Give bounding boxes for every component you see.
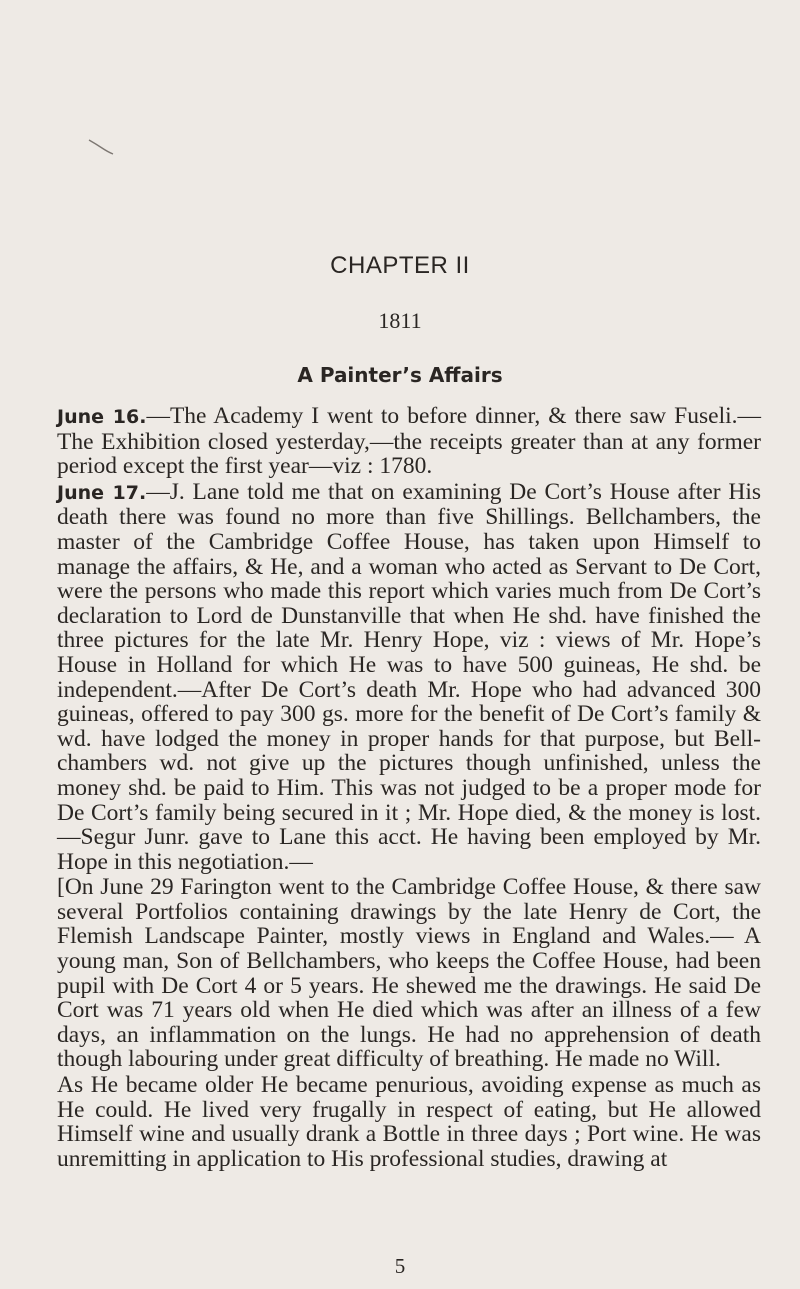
chapter-heading: CHAPTER II bbox=[330, 252, 470, 279]
diary-entry bbox=[57, 404, 761, 479]
chapter-year: 1811 bbox=[378, 308, 422, 333]
entry-date: June 16. bbox=[57, 406, 147, 428]
entry-date: June 17. bbox=[57, 481, 147, 504]
body-text bbox=[57, 404, 761, 1171]
paragraph: As He became older He became penurious, avoiding expense as much as He could. He lived very frugally in respect of eating, but He allowed Himself wine and usually drank a Bottle in three days ; Port wine. He was unremitting in application to His professional studies, drawing at bbox=[57, 1072, 761, 1172]
page-number: 5 bbox=[394, 1254, 406, 1278]
paragraph: [On June 29 Farington went to the Cambridge Coffee House, & there saw several Portfolios containing drawings by the late Henry de Cort, the Flemish Landscape Painter, mostly views in England and Wales.— A young man, Son of Bellchambers, who keeps the Coffee House, had been pupil with De Cort 4 or 5 years. He shewed me the drawings. He said De Cort was 71 years old when He died which was after an illness of a few days, an inflammation on the lungs. He had no apprehension of death though labouring under great difficulty of breathing. He made no Will. bbox=[57, 874, 761, 1073]
diary-entry bbox=[57, 480, 761, 875]
chapter-title: A Painter’s Affairs bbox=[297, 363, 503, 387]
entry-text: —J. Lane told me that on examining De Cort’s House after His death there was found no more than five Shillings. Bellchambers, the master of the Cambridge Coffee House, has taken upon Himself to manage the affairs, & He, and a woman who acted as Servant to De Cort, were the persons who made this report which varies much from De Cort’s declaration to Lord de Dunstanville that when He shd. have finished the three pictures for the late Mr. Henry Hope, viz : views of Mr. Hope’s House in Holland for which He was to have 500 guineas, He shd. be independent.—After De Cort’s death Mr. Hope who had advanced 300 guineas, offered to pay 300 gs. more for the benefit of De Cort’s family & wd. have lodged the money in proper hands for that purpose, but Bell-chambers wd. not give up the pictures though unfinished, unless the money shd. be paid to Him. This was not judged to be a proper mode for De Cort’s family being secured in it ; Mr. Hope died, & the money is lost.—Segur Junr. gave to Lane this acct. He having been employed by Mr. Hope in this negotiation.— bbox=[57, 478, 762, 875]
entry-text: —The Academy I went to before dinner, & there saw Fuseli.—The Exhibition closed yesterday,—the receipts greater than at any former period except the first year—viz : 1780. bbox=[57, 403, 762, 480]
stray-ink-mark bbox=[88, 138, 114, 156]
